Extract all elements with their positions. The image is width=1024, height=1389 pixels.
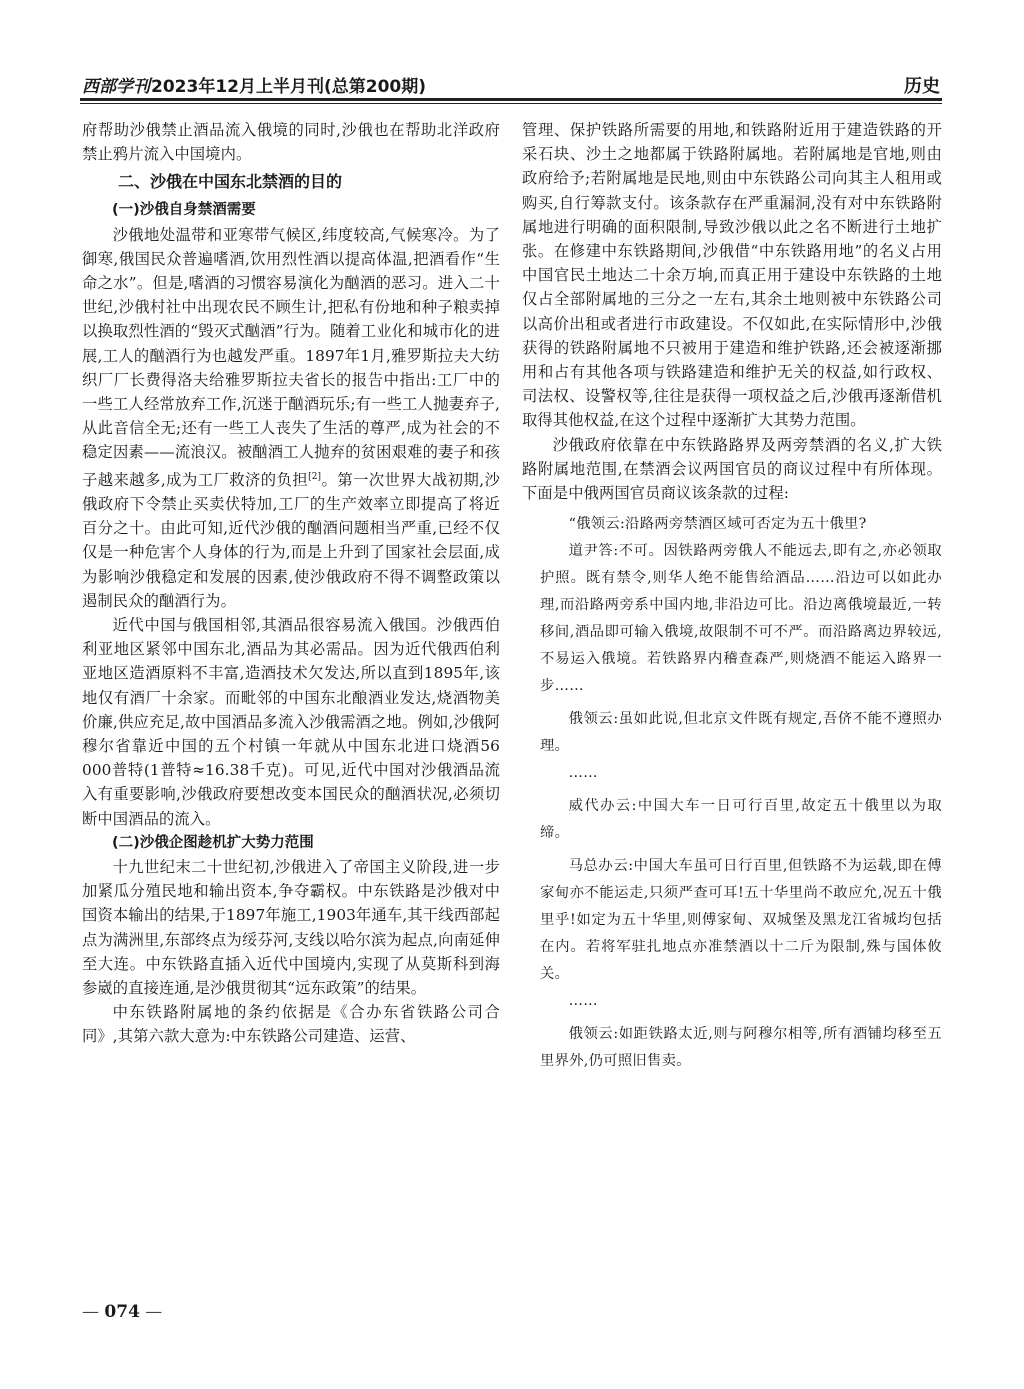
quote-paragraph: 威代办云:中国大车一日可行百里,故定五十俄里以为取缔。 [540, 798, 942, 842]
paragraph: 沙俄政府依靠在中东铁路路界及两旁禁酒的名义,扩大铁路附属地范围,在禁酒会议两国官员的商议过程中有所体现。下面是中俄两国官员商议该条款的过程: [522, 435, 942, 503]
page-number: 074 [104, 1302, 140, 1322]
paragraph: 府帮助沙俄禁止酒品流入俄境的同时,沙俄也在帮助北洋政府禁止鸦片流入中国境内。 [82, 121, 500, 164]
left-column [82, 118, 500, 1049]
paragraph: 沙俄地处温带和亚寒带气候区,纬度较高,气候寒冷。为了御寒,俄国民众普遍嗜酒,饮用烈性酒以提高体温,把酒看作“生命之水”。但是,嗜酒的习惯容易演化为酗酒的恶习。进入二十世纪,沙俄村社中出现农民不顾生计,把私有份地和种子粮卖掉以换取烈性酒的“毁灭式酗酒”行为。随着工业化和城市化的进展,工人的酗酒行为也越发严重。1897年1月,雅罗斯拉夫大纺织厂厂长费得洛夫给雅罗斯拉夫省长的报告中指出:工厂中的一些工人经常放弃工作,沉迷于酗酒玩乐;有一些工人抛妻弃子,从此音信全无;还有一些工人丧失了生活的尊严,成为社会的不稳定因素——流浪汉。被酗酒工人抛弃的贫困艰难的妻子和孩子越来越多,成为工厂救济的负担[2]。第一次世界大战初期,沙俄政府下令禁止买卖伏特加,工厂的生产效率立即提高了将近百分之十。由此可知,近代沙俄的酗酒问题相当严重,已经不仅仅是一种危害个人身体的行为,而是上升到了国家社会层面,成为影响沙俄稳定和发展的因素,使沙俄政府不得不调整政策以遏制民众的酗酒行为。 [82, 225, 500, 610]
paragraph: 管理、保护铁路所需要的用地,和铁路附近用于建造铁路的开采石块、沙土之地都属于铁路附属地。若附属地是官地,则由政府给予;若附属地是民地,则由中东铁路公司向其主人租用或购买,自行筹款支付。该条款存在严重漏洞,没有对中东铁路附属地进行明确的面积限制,导致沙俄以此之名不断进行土地扩张。在修建中东铁路期间,沙俄借“中东铁路用地”的名义占用中国官民土地达二十余万垧,而真正用于建设中东铁路的土地仅占全部附属地的三分之一左右,其余土地则被中东铁路公司以高价出租或者进行市政建设。不仅如此,在实际情形中,沙俄获得的铁路附属地不只被用于建造和维护铁路,还会被逐渐挪用和占有其他各项与铁路建造和维护无关的权益,如行政权、司法权、设警权等,往往是获得一项权益之后,沙俄再逐渐借机取得其他权益,在这个过程中逐渐扩大其势力范围。 [522, 121, 942, 430]
quote-paragraph: …… [568, 993, 598, 1010]
section-label: 历史 [904, 76, 940, 97]
paragraph: 近代中国与俄国相邻,其酒品很容易流入俄国。沙俄西伯利亚地区紧邻中国东北,酒品为其必需品。因为近代俄西伯利亚地区造酒原料不丰富,造酒技术欠发达,所以直到1895年,该地仅有酒厂十余家。而毗邻的中国东北酿酒业发达,烧酒物美价廉,供应充足,故中国酒品多流入沙俄需酒之地。例如,沙俄阿穆尔省靠近中国的五个村镇一年就从中国东北进口烧酒56 000普特(1普特≈16.38千克)。可见,近代中国对沙俄酒品流入有重要影响,沙俄政府要想改变本国民众的酗酒状况,必须切断中国酒品的流入。 [82, 615, 500, 828]
footer-dash-left: — [82, 1302, 105, 1322]
footer-dash-right: — [139, 1302, 163, 1322]
subsection-heading: (一)沙俄自身禁酒需要 [112, 202, 256, 219]
citation-marker: [2] [308, 471, 322, 482]
subsection-heading: (二)沙俄企图趁机扩大势力范围 [112, 834, 314, 851]
paragraph: 十九世纪末二十世纪初,沙俄进入了帝国主义阶段,进一步加紧瓜分殖民地和输出资本,争夺霸权。中东铁路是沙俄对中国资本输出的结果,于1897年施工,1903年通车,其干线西部起点为满洲里,东部终点为绥芬河,支线以哈尔滨为起点,向南延伸至大连。中东铁路直插入近代中国境内,实现了从莫斯科到海参崴的直接连通,是沙俄贯彻其“远东政策”的结果。 [82, 857, 500, 997]
quote-paragraph: 俄领云:如距铁路太近,则与阿穆尔相等,所有酒铺均移至五里界外,仍可照旧售卖。 [540, 1026, 942, 1070]
page-header [80, 70, 942, 110]
paragraph: 中东铁路附属地的条约依据是《合办东省铁路公司合同》,其第六款大意为:中东铁路公司建造、运营、 [82, 1003, 500, 1046]
journal-logo: 西部学刊 [82, 77, 150, 97]
header-rule-thick [80, 98, 942, 101]
quote-paragraph: …… [568, 765, 598, 782]
quote-paragraph: “俄领云:沿路两旁禁酒区域可否定为五十俄里? [568, 516, 867, 533]
journal-title [82, 72, 426, 97]
section-heading: 二、沙俄在中国东北禁酒的目的 [118, 172, 343, 192]
quote-paragraph: 道尹答:不可。因铁路两旁俄人不能远去,即有之,亦必领取护照。既有禁令,则华人绝不能售给酒品……沿边可以如此办理,而沿路两旁系中国内地,非沿边可比。沿边离俄境最近,一转移间,酒品即可输入俄境,故限制不可不严。而沿路离边界较远,不易运入俄境。若铁路界内稽查森严,则烧酒不能运入路界一步…… [540, 543, 942, 695]
quote-paragraph: 马总办云:中国大车虽可日行百里,但铁路不为运载,即在傅家甸亦不能运走,只须严查可耳!五十华里尚不敢应允,况五十俄里乎!如定为五十华里,则傅家甸、双城堡及黑龙江省城均包括在内。若将军驻扎地点亦准禁酒以十二斤为限制,殊与国体攸关。 [540, 858, 942, 983]
right-column [522, 118, 942, 1075]
header-rule-thin [80, 103, 942, 104]
page-footer [82, 1302, 162, 1322]
quote-paragraph: 俄领云:虽如此说,但北京文件既有规定,吾侪不能不遵照办理。 [540, 711, 942, 755]
journal-issue: 2023年12月上半月刊(总第200期) [151, 77, 426, 97]
